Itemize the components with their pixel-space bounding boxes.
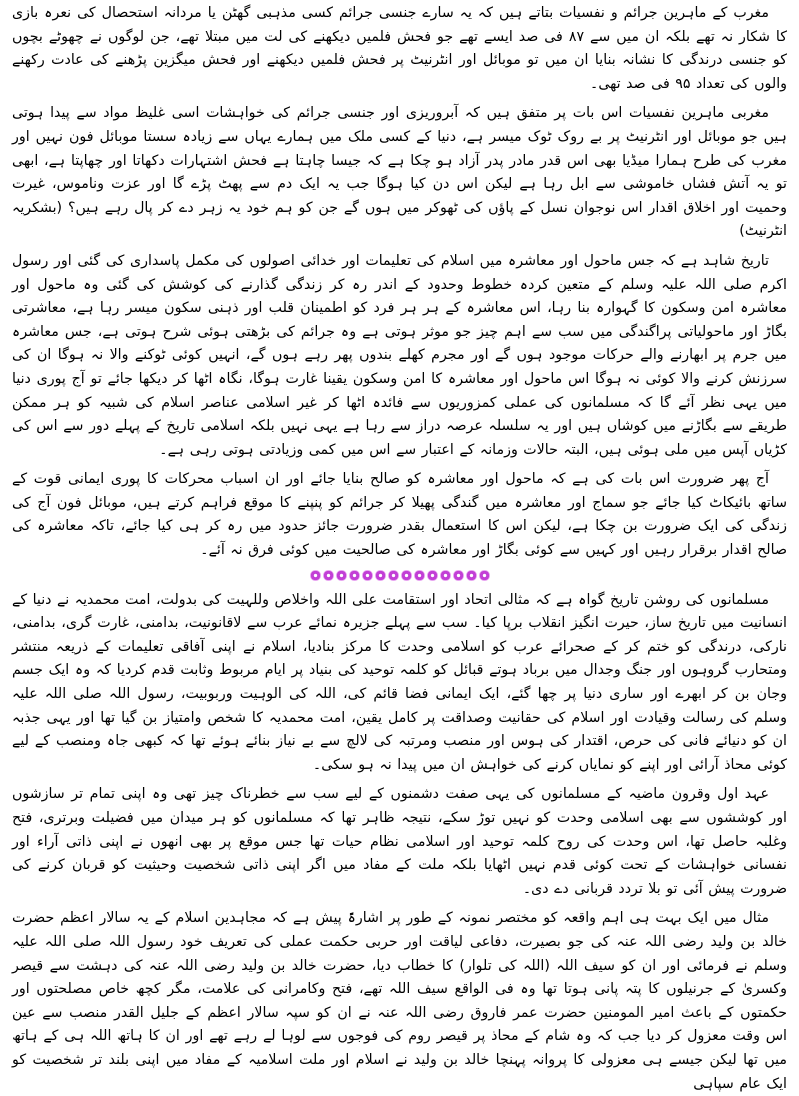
flower-ornament-icon xyxy=(401,570,412,581)
flower-ornament-icon xyxy=(323,570,334,581)
paragraph-6: عہد اول وقرون ماضیہ کے مسلمانوں کی یہی صفت دشمنوں کے لیے سب سے خطرناک چیز تھی وہ اپنی تمام تر سازشوں اور کوششوں سے بھی اسلامی وحدت کو نہیں توڑ سکے، نتیجہ ظاہر تھا کہ مسلمانوں کو ہر میدان میں فضیلت وبرتری، فتح وغلبہ حاصل تھا، اس وحدت کی روح کلمہ توحید اور اسلامی نظام حیات تھا جس موقع پر بھی انھوں نے اپنی ذاتی آراء اور نفسانی خواہشات کے تحت کوئی قدم نہیں اٹھایا بلکہ ملت کے مفاد میں اگر اپنی ذاتی شخصیت وحیثیت کو قربان کرنے کی ضرورت پیش آئی تو بلا تردد قربانی دے دی۔ xyxy=(12,786,787,897)
flower-ornament-icon xyxy=(375,570,386,581)
paragraph-4: آج پھر ضرورت اس بات کی ہے کہ ماحول اور معاشرہ کو صالح بنایا جائے اور ان اسباب محرکات کا پوری ایمانی قوت کے ساتھ بائیکاٹ کیا جائے جو سماج اور معاشرہ میں گندگی پھیلا کر جرائم کو پنپنے کا موقع فراہم کرتے ہیں، موبائل فون آج کی زندگی کی ایک ضرورت بن چکا ہے، لیکن اس کا استعمال بقدر ضرورت جائز حدود میں رہ کر ہی کیا جائے، تاکہ معاشرہ کی صالح اقدار برقرار رہیں اور کہیں سے کوئی بگاڑ اور معاشرہ کی صالحیت میں کوئی فرق نہ آئے۔ xyxy=(12,471,787,559)
paragraph-7: مثال میں ایک بہت ہی اہم واقعہ کو مختصر نمونہ کے طور پر اشارۃً پیش ہے کہ مجاہدین اسلام کے یہ سالار اعظم حضرت خالد بن ولید رضی اللہ عنہ کی جو بصیرت، دفاعی لیاقت اور حربی حکمت عملی کی تعریف خود رسول اللہ صلی اللہ علیہ وسلم نے فرمائی اور ان کو سیف اللہ (اللہ کی تلوار) کا خطاب دیا، حضرت خالد بن ولید رضی اللہ عنہ کی دہشت سے قیصر وکسریٰ کے جرنیلوں کا پتہ پانی ہوتا تھا وہ فی الواقع سیف اللہ تھے، فتح وکامرانی کی علامت، مگر کچھ خاص مصلحتوں اور حکمتوں کے باعث امیر المومنین حضرت عمر فاروق رضی اللہ عنہ نے ان کو سپہ سالار اعظم کے جلیل القدر منصب سے عین اس وقت معزول کر دیا جب کہ وہ شام کے محاذ پر قیصر روم کی فوجوں سے لوہا لے رہے تھے اور ان کا ہاتھ اللہ ہی کے ہاتھ میں تھا لیکن جیسے ہی معزولی کا پروانہ پہنچا خالد بن ولید نے اسلام اور ملت اسلامیہ کے مفاد میں اپنی بلند تر شخصیت کو ایک عام سپاہی xyxy=(12,910,787,1092)
flower-ornament-icon xyxy=(388,570,399,581)
flower-ornament-icon xyxy=(427,570,438,581)
flower-ornament-icon xyxy=(336,570,347,581)
paragraph-5: مسلمانوں کی روشن تاریخ گواہ ہے کہ مثالی اتحاد اور استقامت علی اللہ واخلاص وللہیت کی بدولت، امت محمدیہ نے دنیا کے انسانیت میں تاریخ ساز، حیرت انگیز انقلاب برپا کیا۔ سب سے پہلے جزیرہ نمائے عرب سے لاقانونیت، بدامنی، غارت گری، بدامنی، نارکی، درندگی کو ختم کر کے صحرائے عرب کو اسلامی وحدت کا مرکز بنادیا، اسلام نے اپنی آفاقی تعلیمات کے ذریعہ منتشر ومتحارب گروہوں اور جنگ وجدال میں برباد ہوتے قبائل کو کلمہ توحید کی بنیاد پر ایام مربوط وثابت قدم کردیا کہ وہ ایک جسم وجان بن کر ابھرے اور ساری دنیا پر چھا گئے، ایک ایمانی فضا قائم کی، اللہ کی الوہیت وربوبیت، رسول اللہ صلی اللہ علیہ وسلم کی رسالت وقیادت اور اسلام کی حقانیت وصداقت پر کامل یقین، امت محمدیہ کا شخص وامتیاز بن گیا تھا اور یہی جذبہ ان کو دنیائے فانی کی حرص، اقتدار کی ہوس اور منصب ومرتبہ کی لالچ سے بے نیاز بنائے ہوئے تھا کہ کبھی جاہ ومنصب کے لیے کوئی محاذ آرائی اور اپنے کو نمایاں کرنے کی خواہش ان میں پیدا نہ ہو سکی۔ xyxy=(12,591,787,773)
flower-divider xyxy=(12,567,787,585)
flower-ornament-icon xyxy=(310,570,321,581)
flower-ornament-icon xyxy=(362,570,373,581)
flower-ornament-icon xyxy=(414,570,425,581)
flower-ornament-icon xyxy=(453,570,464,581)
flower-ornament-icon xyxy=(479,570,490,581)
flower-ornament-icon xyxy=(466,570,477,581)
paragraph-1: مغرب کے ماہرین جرائم و نفسیات بتاتے ہیں کہ یہ سارے جنسی جرائم کسی مذہبی گھٹن یا مردانہ استحصال کی نعرہ بازی کا شکار نہ تھے بلکہ ان میں سے ۸۷ فی صد ایسے تھے جو فحش فلمیں دیکھنے کی لت میں مبتلا تھے، جن لوگوں نے چھوٹے بچوں کو جنسی درندگی کا نشانہ بنایا ان میں تو موبائل اور انٹرنیٹ پر فحش فلمیں دیکھنے اور فحش میگزین پڑھنے کی عادت رکھنے والوں کی تعداد ۹۵ فی صد تھی۔ xyxy=(12,5,788,92)
flower-ornament-icon xyxy=(440,570,451,581)
flower-ornament-icon xyxy=(349,570,360,581)
paragraph-2: مغربی ماہرین نفسیات اس بات پر متفق ہیں کہ آبروریزی اور جنسی جرائم کی خواہشات اسی غلیظ مواد سے پیدا ہوتی ہیں جو موبائل اور انٹرنیٹ پر بے روک ٹوک میسر ہے، دنیا کے کسی ملک میں ہمارے یہاں سے زیادہ سستا موبائل فون نہیں اور مغرب کی طرح ہمارا میڈیا بھی اس قدر مادر پدر آزاد ہو چکا ہے کہ جیسا چاہتا ہے فحش اشتہارات دکھاتا اور چھاپتا ہے، ابھی تو یہ آتش فشاں خاموشی سے ابل رہا ہے لیکن اس دن کیا ہوگا جب یہ ایک دم سے پھٹ پڑے گا اور عزت وناموس، غیرت وحمیت اور اخلاق اقدار اس نوجوان نسل کے پاؤں کی ٹھوکر میں ہوں گے جن کو ہم خود یہ زہر دے کر پال رہے ہیں؟ (بشکریہ انٹرنیٹ) xyxy=(12,105,787,240)
paragraph-3: تاریخ شاہد ہے کہ جس ماحول اور معاشرہ میں اسلام کی تعلیمات اور خدائی اصولوں کی مکمل پاسداری کی گئی اور رسول اکرم صلی اللہ علیہ وسلم کے متعین کردہ خطوط وحدود کے اندر رہ کر زندگی گذارنے کی کوشش کی گئی وہ ماحول اور معاشرہ امن وسکون کا گہوارہ بنا رہا، اس معاشرہ کے ہر ہر فرد کو اطمینان قلب اور ذہنی سکون میسر رہا ہے، معاشرتی بگاڑ اور ماحولیاتی پراگندگی میں سب سے اہم چیز جو موثر ہوتی ہے وہ جرائم کی بڑھتی ہوئی شرح ہوتی ہے، جس معاشرہ میں جرم پر ابھارنے والے حرکات موجود ہوں گے اور مجرم کھلے بندوں پھر رہے ہوں گے، انہیں کوئی ٹوکنے والا نہ ہوگا ان کی سرزنش کرنے والا کوئی نہ ہوگا اس ماحول اور معاشرہ کا امن وسکون یقینا غارت ہوگا، نگاہ اٹھا کر دیکھا جائے تو آج پوری دنیا میں یہی نظر آئے گا کہ مسلمانوں کی عملی کمزوریوں سے فائدہ اٹھا کر غیر اسلامی عناصر اسلام کی شبیہ کو ہر ممکن طریقے سے بگاڑنے میں کوشاں ہیں اور یہ سلسلہ عرصہ دراز سے رہا ہے یہی نہیں بلکہ اسلامی تاریخ کے پہلے دور سے اس کی کڑیاں آپس میں ملی ہوئی ہیں، البتہ حالات وزمانہ کے اعتبار سے اس میں کمی وزیادتی ہوتی رہی ہے۔ xyxy=(12,252,787,458)
